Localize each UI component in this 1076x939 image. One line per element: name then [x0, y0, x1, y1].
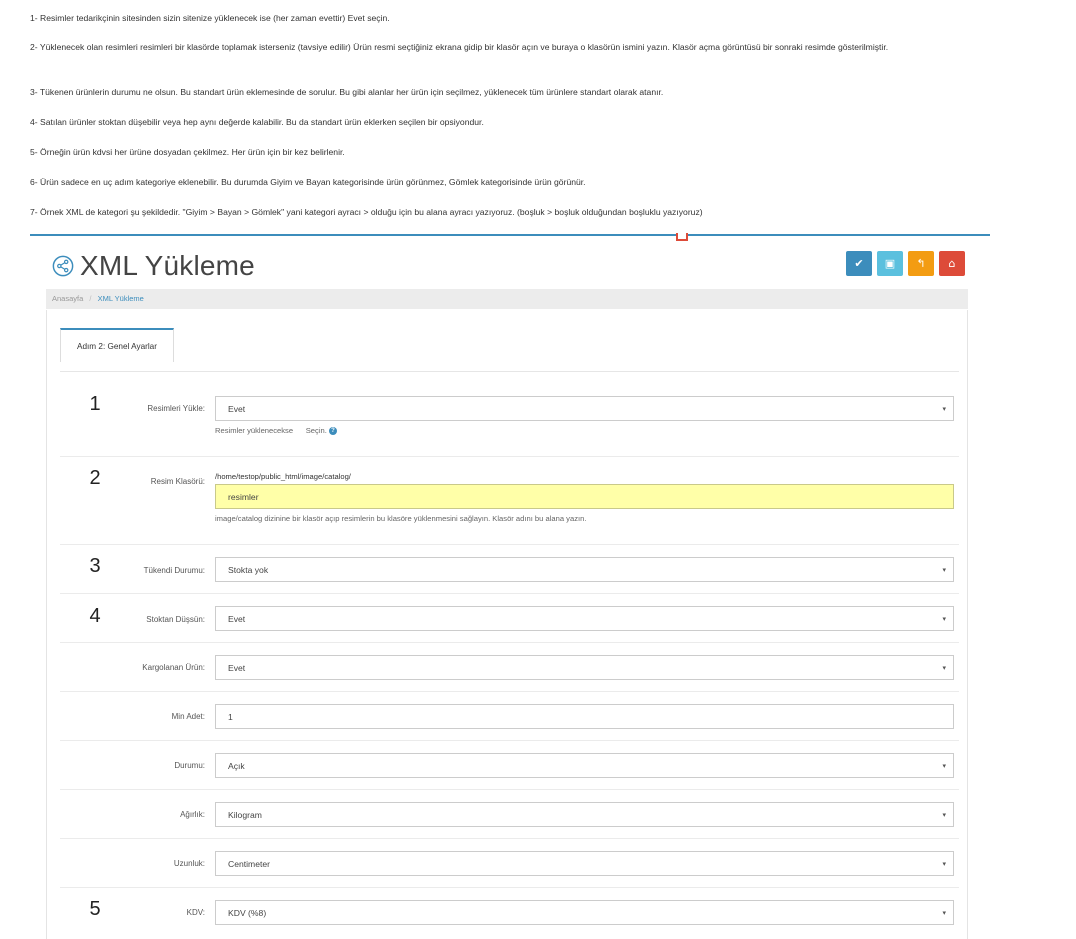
- chevron-down-icon: ▾: [942, 405, 946, 413]
- help-resimleri-yukle: [215, 426, 337, 435]
- help-text: Resimler yüklenecekse Seçin.: [215, 426, 327, 435]
- input-value: resimler: [228, 491, 259, 502]
- select-value: Centimeter: [228, 858, 271, 869]
- select-kargolanan-urun[interactable]: [215, 655, 954, 680]
- step-number-2: 2: [89, 467, 101, 489]
- home-button[interactable]: [939, 251, 965, 276]
- row-divider: [60, 838, 959, 839]
- row-divider: [60, 456, 959, 457]
- label-kdv: KDV:: [186, 908, 205, 917]
- folder-name-input[interactable]: [215, 484, 954, 509]
- select-value: Evet: [228, 613, 246, 624]
- chevron-down-icon: ▾: [942, 860, 946, 868]
- toolbar: [846, 251, 965, 276]
- step-number-5: 5: [89, 898, 101, 920]
- row-divider: [60, 593, 959, 594]
- select-value: Stokta yok: [228, 564, 269, 575]
- input-value: 1: [228, 711, 233, 722]
- label-kargolanan-urun: Kargolanan Ürün:: [142, 663, 205, 672]
- chevron-down-icon: ▾: [942, 664, 946, 672]
- select-agirlik[interactable]: [215, 802, 954, 827]
- label-tukendi-durumu: Tükendi Durumu:: [143, 566, 205, 575]
- label-min-adet: Min Adet:: [171, 712, 205, 721]
- select-resimleri-yukle[interactable]: [215, 396, 954, 421]
- tab-label: Adım 2: Genel Ayarlar: [77, 341, 157, 351]
- reply-icon: ↰: [916, 257, 926, 270]
- help-resim-klasoru: image/catalog dizinine bir klasör açıp resimlerin bu klasöre yüklenmesini sağlayın. Klasör adını bu alana yazın.: [215, 514, 587, 523]
- row-divider: [60, 887, 959, 888]
- label-resim-klasoru: Resim Klasörü:: [150, 477, 205, 486]
- select-value: Evet: [228, 403, 246, 414]
- page-title: XML Yükleme: [80, 250, 255, 281]
- instruction-7: 7- Örnek XML de kategori şu şekildedir. "Giyim > Bayan > Gömlek" yani kategori ayracı > olduğu için bu alana ayracı yazıyoruz. (boşluk > boşluk olduğundan boşluklu yazıyoruz): [30, 207, 703, 217]
- tab-general-settings[interactable]: [60, 328, 174, 362]
- select-value: Kilogram: [228, 809, 262, 820]
- save-button[interactable]: [846, 251, 872, 276]
- step-number-4: 4: [89, 605, 101, 627]
- label-resimleri-yukle: Resimleri Yükle:: [147, 404, 205, 413]
- check-icon: ✔: [854, 257, 864, 270]
- instruction-6: 6- Ürün sadece en uç adım kategoriye eklenebilir. Bu durumda Giyim ve Bayan kategorisinde ürün görünmez, Gömlek kategorisinde ürün görünür.: [30, 177, 586, 187]
- save-draft-button[interactable]: [877, 251, 903, 276]
- label-durumu: Durumu:: [174, 761, 205, 770]
- select-uzunluk[interactable]: [215, 851, 954, 876]
- page-header: [52, 246, 255, 286]
- select-durumu[interactable]: [215, 753, 954, 778]
- select-value: Evet: [228, 662, 246, 673]
- home-icon: ⌂: [948, 257, 956, 270]
- instruction-3: 3- Tükenen ürünlerin durumu ne olsun. Bu standart ürün eklemesinde de sorulur. Bu gibi alanlar her ürün için seçilmez, yüklenecek tüm ürünlere standart olarak atanır.: [30, 87, 664, 97]
- step-number-1: 1: [89, 393, 101, 415]
- select-tukendi-durumu[interactable]: [215, 557, 954, 582]
- chevron-down-icon: ▾: [942, 909, 946, 917]
- instruction-4: 4- Satılan ürünler stoktan düşebilir veya hep aynı değerde kalabilir. Bu da standart ürün eklerken seçilen bir opsiyondur.: [30, 117, 484, 127]
- row-divider: [60, 789, 959, 790]
- row-divider: [60, 691, 959, 692]
- instruction-5: 5- Örneğin ürün kdvsi her ürüne dosyadan çekilmez. Her ürün için bir kez belirlenir.: [30, 147, 345, 157]
- row-divider: [60, 544, 959, 545]
- label-stoktan-dussun: Stoktan Düşsün:: [146, 615, 205, 624]
- label-uzunluk: Uzunluk:: [173, 859, 205, 868]
- tab-divider: [60, 371, 959, 372]
- breadcrumb-separator: /: [89, 294, 92, 303]
- breadcrumb-current[interactable]: XML Yükleme: [97, 294, 144, 303]
- row-divider: [60, 642, 959, 643]
- breadcrumb: [46, 289, 968, 309]
- chevron-down-icon: ▾: [942, 566, 946, 574]
- instruction-1: 1- Resimler tedarikçinin sitesinden sizin sitenize yüklenecek ise (her zaman evettir) Evet seçin.: [30, 13, 390, 23]
- folder-path-prefix: /home/testop/public_html/image/catalog/: [215, 472, 351, 481]
- step-number-3: 3: [89, 555, 101, 577]
- share-icon: [52, 255, 74, 277]
- select-kdv[interactable]: [215, 900, 954, 925]
- annotation-marker: [676, 233, 688, 241]
- select-value: KDV (%8): [228, 907, 267, 918]
- chevron-down-icon: ▾: [942, 762, 946, 770]
- select-value: Açık: [228, 760, 245, 771]
- back-button[interactable]: [908, 251, 934, 276]
- question-icon[interactable]: ?: [329, 427, 337, 435]
- panel-top-border: [30, 234, 990, 236]
- chevron-down-icon: ▾: [942, 811, 946, 819]
- label-agirlik: Ağırlık:: [180, 810, 205, 819]
- row-divider: [60, 740, 959, 741]
- chevron-down-icon: ▾: [942, 615, 946, 623]
- floppy-icon: ▣: [884, 257, 896, 270]
- min-quantity-input[interactable]: [215, 704, 954, 729]
- select-stoktan-dussun[interactable]: [215, 606, 954, 631]
- breadcrumb-home[interactable]: Anasayfa: [52, 294, 84, 303]
- instruction-2: 2- Yüklenecek olan resimleri resimleri bir klasörde toplamak isterseniz (tavsiye edilir) Ürün resmi seçtiğiniz ekrana gidip bir klasör açın ve buraya o klasörün ismini yazın. Klasör açma görüntüsü bir sonraki resimde gösterilmiştir.: [30, 42, 889, 52]
